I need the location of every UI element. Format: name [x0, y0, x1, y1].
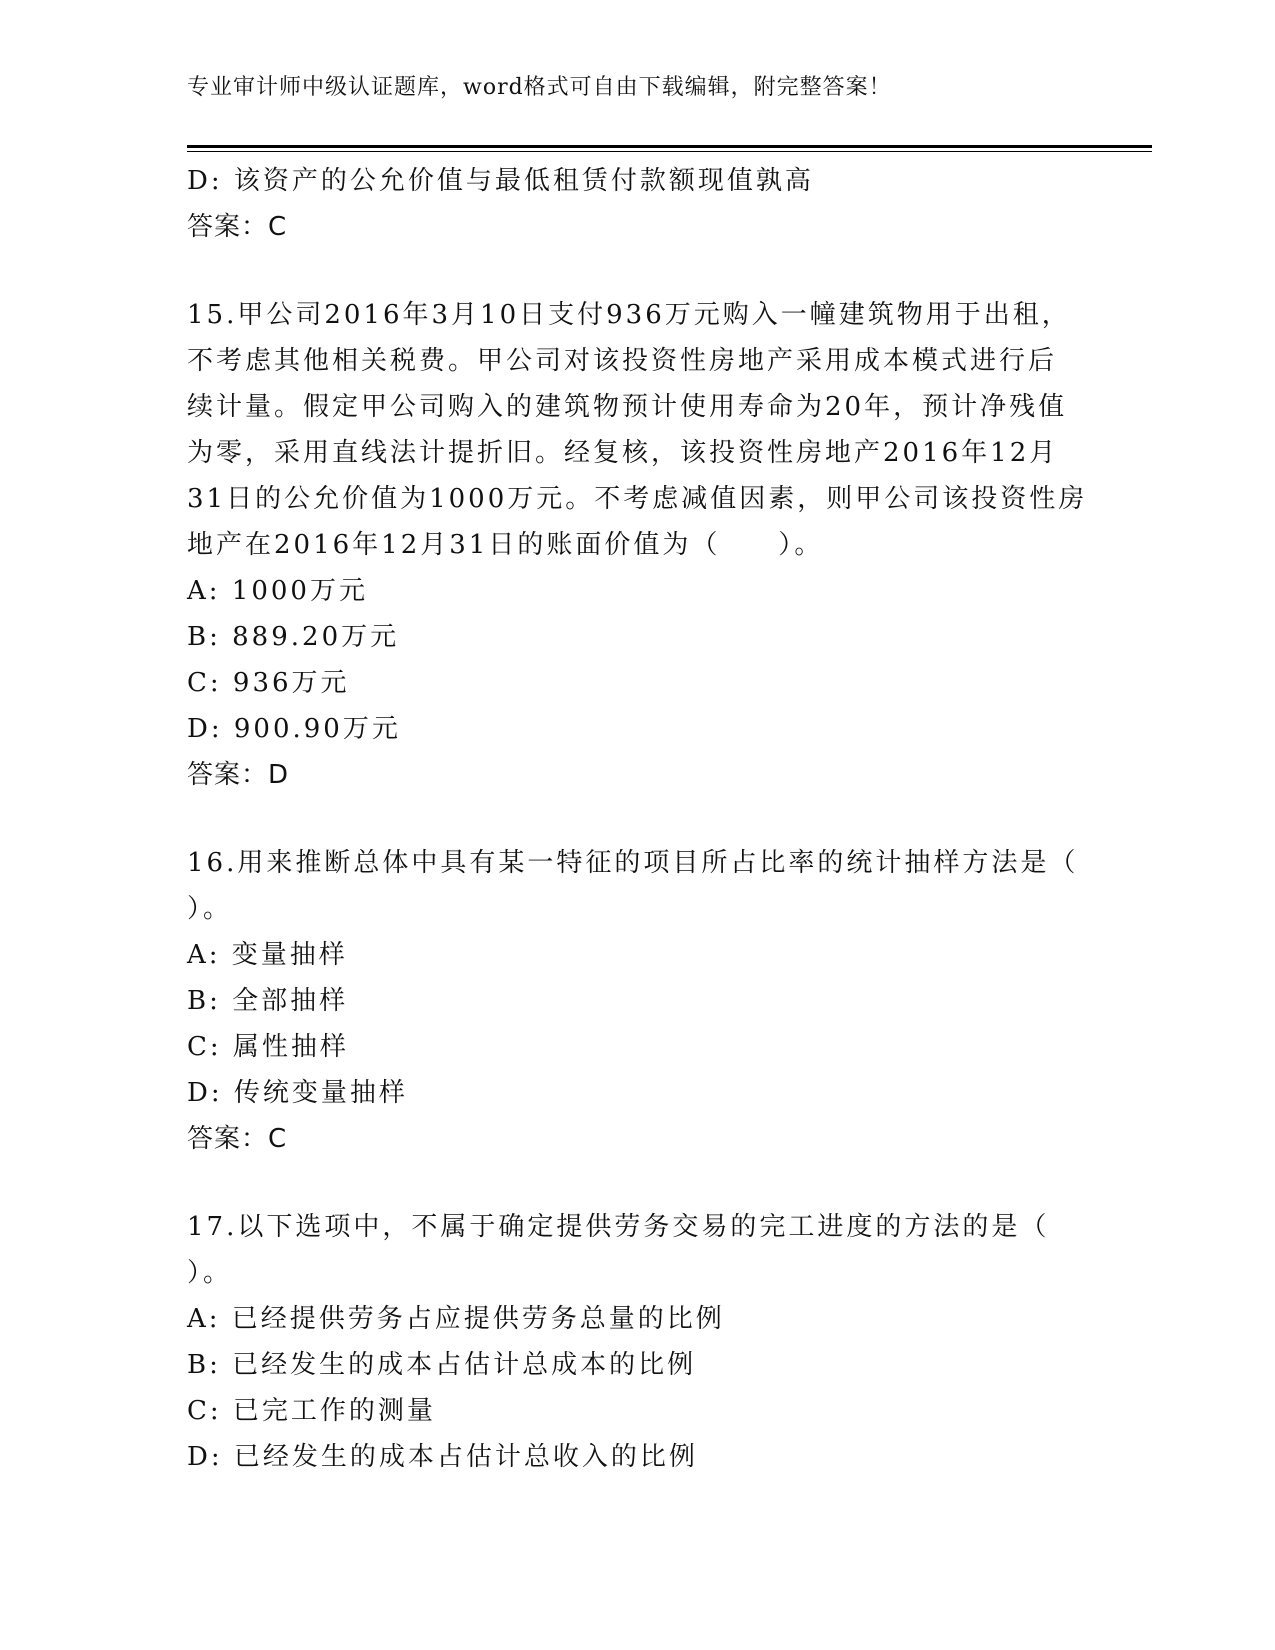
question-stem-line: 续计量。假定甲公司购入的建筑物预计使用寿命为20年，预计净残值 — [187, 392, 1068, 422]
option-b: B: 已经发生的成本占估计总成本的比例 — [187, 1350, 697, 1380]
answer-line: 答案：C — [187, 1124, 288, 1154]
question-stem-line: 不考虑其他相关税费。甲公司对该投资性房地产采用成本模式进行后 — [187, 346, 1058, 376]
question-stem-line: 17.以下选项中，不属于确定提供劳务交易的完工进度的方法的是（ — [187, 1212, 1050, 1242]
option-d: D: 该资产的公允价值与最低租赁付款额现值孰高 — [187, 166, 814, 196]
page-header: 专业审计师中级认证题库，word格式可自由下载编辑，附完整答案！ — [187, 75, 892, 100]
header-divider-thin — [187, 151, 1152, 152]
question-stem-line: 31日的公允价值为1000万元。不考虑减值因素，则甲公司该投资性房 — [187, 484, 1088, 514]
option-c: C: 已完工作的测量 — [187, 1396, 436, 1426]
document-body — [187, 158, 1087, 1480]
option-b: B: 889.20万元 — [187, 622, 400, 652]
option-a: A: 已经提供劳务占应提供劳务总量的比例 — [187, 1304, 725, 1334]
option-c: C: 属性抽样 — [187, 1032, 349, 1062]
option-d: D: 已经发生的成本占估计总收入的比例 — [187, 1442, 698, 1472]
option-c: C: 936万元 — [187, 668, 350, 698]
option-b: B: 全部抽样 — [187, 986, 349, 1016]
question-stem-line: ）。 — [187, 1258, 233, 1288]
prev-question — [187, 158, 1087, 250]
question-stem-line: 地产在2016年12月31日的账面价值为（ ）。 — [187, 530, 824, 560]
option-a: A: 1000万元 — [187, 576, 368, 606]
question-15 — [187, 292, 1087, 798]
answer-line: 答案：C — [187, 212, 288, 242]
option-d: D: 传统变量抽样 — [187, 1078, 408, 1108]
answer-line: 答案：D — [187, 760, 290, 790]
option-a: A: 变量抽样 — [187, 940, 348, 970]
question-stem-line: 15.甲公司2016年3月10日支付936万元购入一幢建筑物用于出租， — [187, 300, 1071, 330]
question-stem-line: 为零，采用直线法计提折旧。经复核，该投资性房地产2016年12月 — [187, 438, 1059, 468]
question-stem-line: 16.用来推断总体中具有某一特征的项目所占比率的统计抽样方法是（ — [187, 848, 1079, 878]
question-17 — [187, 1204, 1087, 1480]
header-divider-thick — [187, 145, 1152, 148]
option-d: D: 900.90万元 — [187, 714, 401, 744]
question-16 — [187, 840, 1087, 1162]
question-stem-line: ）。 — [187, 894, 233, 924]
